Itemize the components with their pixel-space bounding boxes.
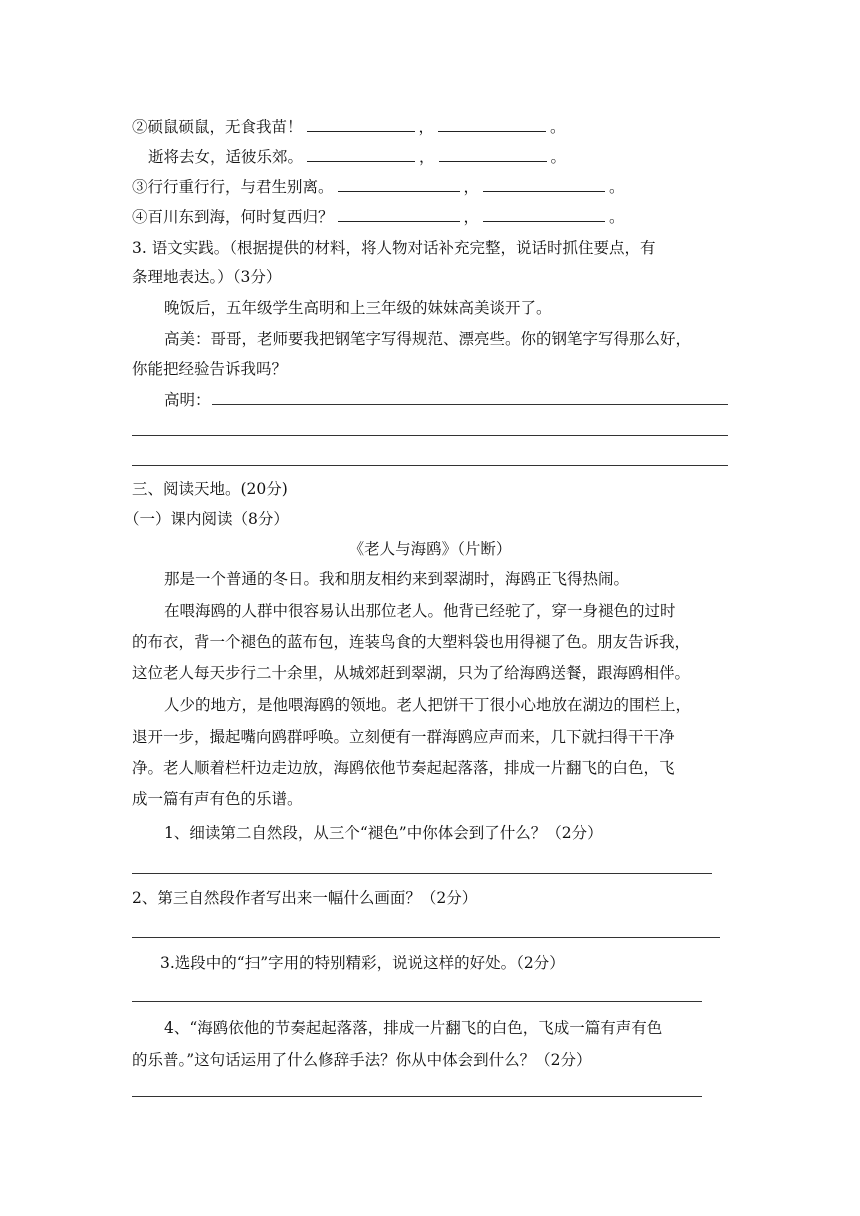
answer-line[interactable] (132, 1096, 702, 1097)
section-title: 三、阅读天地。(20分) (132, 480, 288, 498)
passage-paragraph-2-line2: 的布衣，背一个褪色的蓝布包，连装鸟食的大塑料袋也用得褪了色。朋友告诉我， (132, 633, 691, 651)
answer-label-gaoming: 高明： (164, 391, 211, 409)
answer-blank[interactable] (338, 175, 460, 192)
answer-blank[interactable] (439, 145, 547, 162)
poem-text: 逝将去女，适彼乐郊。 (148, 148, 304, 166)
answer-line[interactable] (132, 937, 720, 938)
passage-title: 《老人与海鸥》（片断） (348, 540, 512, 558)
practice-paragraph-2-line2: 你能把经验告诉我吗？ (132, 360, 288, 378)
passage-paragraph-3-line4: 成一篇有声有色的乐谱。 (132, 790, 303, 808)
poem-text: ④百川东到海，何时复西归？ (132, 208, 334, 226)
answer-line[interactable] (132, 1001, 702, 1002)
passage-paragraph-1: 那是一个普通的冬日。我和朋友相约来到翠湖时，海鸥正飞得热闹。 (164, 570, 630, 588)
poem-line-2a: ②硕鼠硕鼠，无食我苗！ ， 。 (132, 115, 566, 138)
answer-line[interactable] (212, 404, 728, 405)
question-1: 1、细读第二自然段，从三个“褪色”中你体会到了什么？（2分） (164, 824, 603, 842)
poem-text: ③行行重行行，与君生别离。 (132, 178, 334, 196)
passage-paragraph-3-line2: 退开一步，撮起嘴向鸥群呼唤。立刻便有一群海鸥应声而来，几下就扫得干干净 (132, 728, 675, 746)
practice-title-line2: 条理地表达。）（3分） (132, 268, 282, 286)
passage-paragraph-3-line3: 净。老人顺着栏杆边走边放，海鸥依他节奏起起落落，排成一片翻飞的白色，飞 (132, 759, 675, 777)
question-4-line1: 4、“海鸥依他的节奏起起落落，排成一片翻飞的白色，飞成一篇有声有色 (164, 1019, 663, 1037)
practice-paragraph-2-line1: 高美：哥哥，老师要我把钢笔字写得规范、漂亮些。你的钢笔字写得那么好， (164, 330, 692, 348)
question-4-line2: 的乐普。”这句话运用了什么修辞手法？你从中体会到什么？（2分） (132, 1051, 592, 1069)
answer-blank[interactable] (307, 115, 415, 132)
poem-line-4: ④百川东到海，何时复西归？ ， 。 (132, 205, 625, 228)
answer-blank[interactable] (307, 145, 415, 162)
answer-blank[interactable] (483, 175, 605, 192)
poem-line-3: ③行行重行行，与君生别离。 ， 。 (132, 175, 625, 198)
answer-line[interactable] (132, 465, 728, 466)
passage-paragraph-3-line1: 人少的地方，是他喂海鸥的领地。老人把饼干丁很小心地放在湖边的围栏上， (164, 696, 692, 714)
answer-blank[interactable] (438, 115, 546, 132)
question-2: 2、第三自然段作者写出来一幅什么画面？（2分） (132, 889, 478, 907)
answer-blank[interactable] (338, 205, 460, 222)
passage-paragraph-2-line1: 在喂海鸥的人群中很容易认出那位老人。他背已经驼了，穿一身褪色的过时 (164, 602, 676, 620)
poem-line-2b: 逝将去女，适彼乐郊。 ， 。 (148, 145, 566, 168)
practice-title-line1: 3. 语文实践。（根据提供的材料，将人物对话补充完整，说话时抓住要点，有 (132, 239, 656, 257)
answer-line[interactable] (132, 435, 728, 436)
subsection-title: （一）课内阅读（8分） (124, 510, 289, 528)
poem-text: ②硕鼠硕鼠，无食我苗！ (132, 118, 303, 136)
practice-paragraph-1: 晚饭后，五年级学生高明和上三年级的妹妹高美谈开了。 (164, 299, 552, 317)
question-3: 3.选段中的“扫”字用的特别精彩，说说这样的好处。（2分） (160, 954, 565, 972)
passage-paragraph-2-line3: 这位老人每天步行二十余里，从城郊赶到翠湖，只为了给海鸥送餐，跟海鸥相伴。 (132, 664, 691, 682)
answer-blank[interactable] (483, 205, 605, 222)
answer-line[interactable] (132, 873, 712, 874)
